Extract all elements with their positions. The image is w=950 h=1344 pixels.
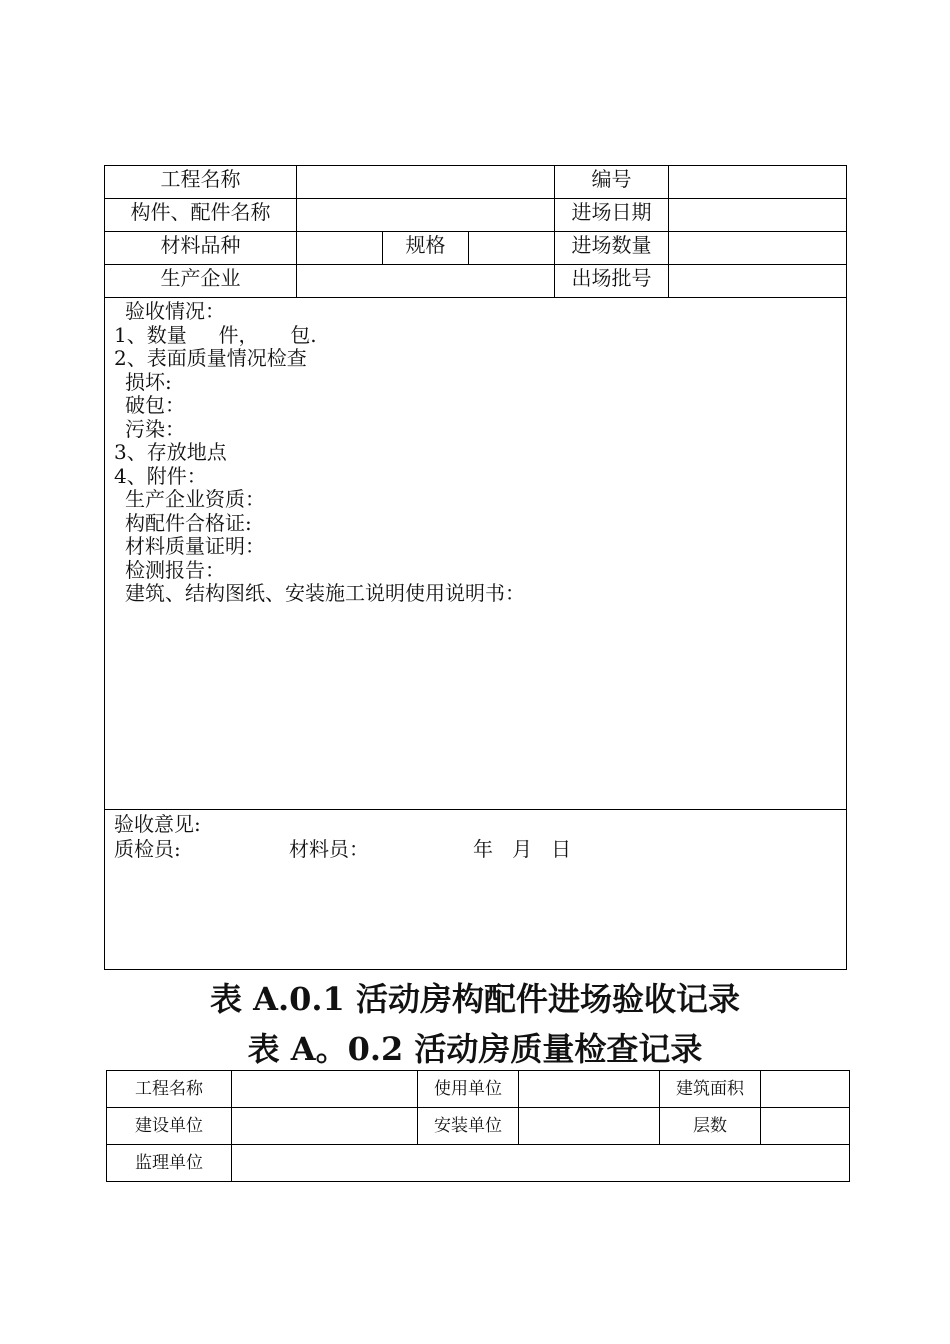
floors-field[interactable] (761, 1108, 850, 1145)
form2-row-2 (107, 1108, 850, 1145)
inspector-label: 质检员: (114, 837, 181, 861)
quantity-item: 1、数量 件， 包. (114, 322, 317, 347)
date-label: 年 月 日 (473, 837, 572, 861)
storage-location-item: 3、存放地点 (114, 440, 227, 464)
inspection-section[interactable] (105, 298, 847, 810)
quality-proof-item: 材料质量证明： (125, 534, 265, 558)
project-name-label: 工程名称 (105, 166, 297, 199)
quality-check-form (106, 1070, 850, 1182)
inspection-heading: 验收情况： (125, 299, 225, 323)
number-field[interactable] (669, 166, 847, 199)
supervision-unit-label: 监理单位 (107, 1145, 232, 1182)
component-name-label: 构件、配件名称 (105, 199, 297, 232)
form1-row-material (105, 232, 847, 265)
building-area-label: 建筑面积 (660, 1071, 761, 1108)
entry-qty-label: 进场数量 (555, 232, 669, 265)
opinion-section[interactable] (105, 810, 847, 970)
material-type-field[interactable] (297, 232, 383, 265)
entry-qty-field[interactable] (669, 232, 847, 265)
install-unit-field[interactable] (519, 1108, 660, 1145)
certificate-item: 构配件合格证: (125, 510, 252, 535)
building-area-field[interactable] (761, 1071, 850, 1108)
manufacturer-field[interactable] (297, 265, 555, 298)
spec-field[interactable] (469, 232, 555, 265)
project-name-field[interactable] (297, 166, 555, 199)
damage-item: 损坏: (125, 369, 172, 394)
form1-row-inspection (105, 298, 847, 810)
spec-label: 规格 (383, 232, 469, 265)
entry-date-field[interactable] (669, 199, 847, 232)
form1-row-project (105, 166, 847, 199)
form1-row-opinion (105, 810, 847, 970)
signature-row (114, 837, 846, 862)
form2-row-3 (107, 1145, 850, 1182)
stain-item: 污染： (125, 416, 185, 441)
floors-label: 层数 (660, 1108, 761, 1145)
component-name-field[interactable] (297, 199, 555, 232)
batch-label: 出场批号 (555, 265, 669, 298)
material-type-label: 材料品种 (105, 232, 297, 265)
surface-quality-item: 2、表面质量情况检查 (114, 346, 307, 370)
construction-unit-label: 建设单位 (107, 1108, 232, 1145)
form2-title: 表 A。0.2 活动房质量检查记录 (247, 1030, 703, 1068)
supervision-unit-field[interactable] (232, 1145, 850, 1182)
form1-row-component (105, 199, 847, 232)
install-unit-label: 安装单位 (418, 1108, 519, 1145)
form1-row-manufacturer (105, 265, 847, 298)
drawings-item: 建筑、结构图纸、安装施工说明使用说明书： (125, 581, 525, 605)
qualification-item: 生产企业资质： (125, 487, 265, 511)
project-name-field-2[interactable] (232, 1071, 418, 1108)
attachments-item: 4、附件： (114, 463, 207, 488)
form1-title: 表 A.0.1 活动房构配件进场验收记录 (210, 980, 740, 1018)
test-report-item: 检测报告： (125, 557, 225, 582)
entry-date-label: 进场日期 (555, 199, 669, 232)
opinion-heading: 验收意见: (114, 812, 201, 836)
component-entry-form (104, 165, 847, 970)
broken-pack-item: 破包： (125, 393, 185, 417)
user-unit-label: 使用单位 (418, 1071, 519, 1108)
form2-row-1 (107, 1071, 850, 1108)
project-name-label-2: 工程名称 (107, 1071, 232, 1108)
number-label: 编号 (555, 166, 669, 199)
batch-field[interactable] (669, 265, 847, 298)
user-unit-field[interactable] (519, 1071, 660, 1108)
material-clerk-label: 材料员： (289, 837, 369, 861)
construction-unit-field[interactable] (232, 1108, 418, 1145)
manufacturer-label: 生产企业 (105, 265, 297, 298)
